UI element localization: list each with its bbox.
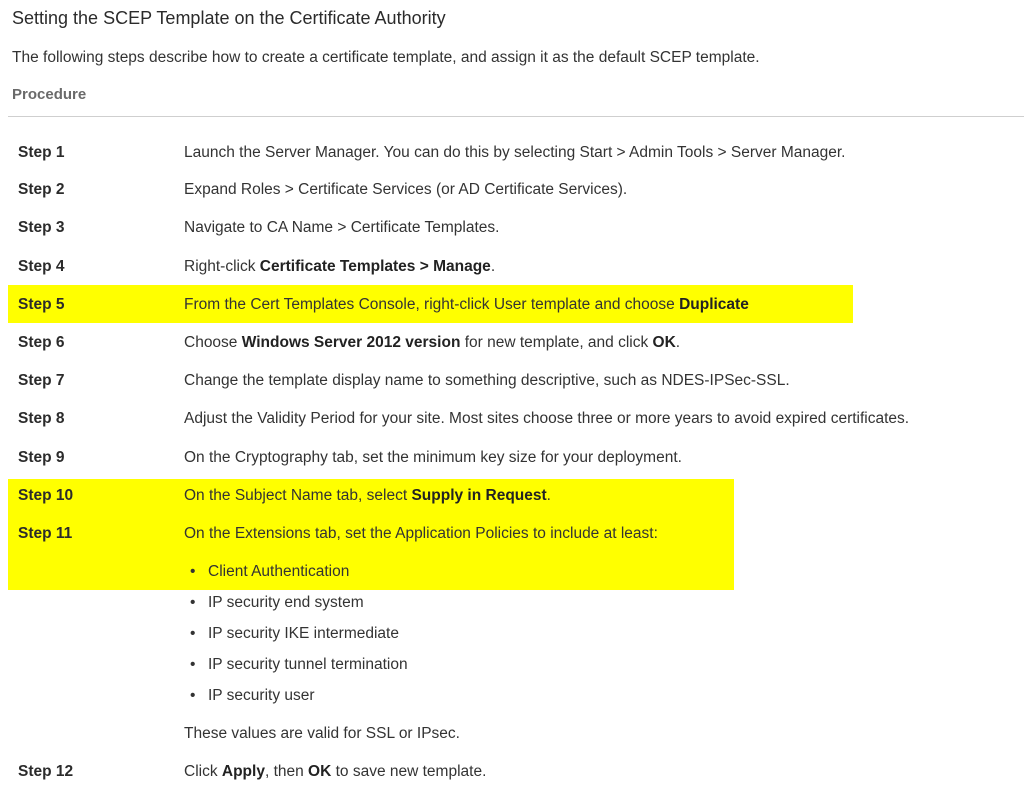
step-label: Step 9 <box>18 449 65 466</box>
procedure-heading: Procedure <box>12 86 87 103</box>
step-label: Step 7 <box>18 372 65 389</box>
step-note: These values are valid for SSL or IPsec. <box>184 725 460 742</box>
intro-text: The following steps describe how to create a certificate template, and assign it as the default SCEP template. <box>12 49 760 66</box>
list-item: • IP security user <box>190 687 315 704</box>
step-text: Adjust the Validity Period for your site. Most sites choose three or more years to avoid expired certificates. <box>184 410 910 427</box>
step-label: Step 1 <box>18 144 65 161</box>
step-label: Step 6 <box>18 334 65 351</box>
list-item: • IP security tunnel termination <box>190 656 408 673</box>
list-item: • IP security end system <box>190 594 364 611</box>
step-label: Step 12 <box>18 763 74 780</box>
step-label: Step 10 <box>18 487 74 504</box>
step-text: Expand Roles > Certificate Services (or AD Certificate Services). <box>184 181 628 198</box>
step-label: Step 8 <box>18 410 65 427</box>
step-text: Launch the Server Manager. You can do this by selecting Start > Admin Tools > Server Manager. <box>184 144 846 161</box>
step-label: Step 11 <box>18 525 73 542</box>
step-text: On the Extensions tab, set the Application Policies to include at least: <box>184 525 658 542</box>
list-item: • IP security IKE intermediate <box>190 625 399 642</box>
step-text: Change the template display name to something descriptive, such as NDES-IPSec-SSL. <box>184 372 790 389</box>
step-label: Step 5 <box>18 296 65 313</box>
step-text: Choose Windows Server 2012 version for new template, and click OK. <box>184 334 681 351</box>
divider <box>8 116 1024 117</box>
step-text: On the Subject Name tab, select Supply in Request. <box>184 487 551 504</box>
step-text: Navigate to CA Name > Certificate Templates. <box>184 219 500 236</box>
step-label: Step 2 <box>18 181 65 198</box>
page-title: Setting the SCEP Template on the Certificate Authority <box>12 8 446 28</box>
step-text: Click Apply, then OK to save new template. <box>184 763 487 780</box>
step-text: From the Cert Templates Console, right-click User template and choose Duplicate <box>184 296 749 313</box>
step-label: Step 4 <box>18 258 65 275</box>
list-item: • Client Authentication <box>190 563 350 580</box>
step-text: Right-click Certificate Templates > Manage. <box>184 258 496 275</box>
step-label: Step 3 <box>18 219 65 236</box>
step-text: On the Cryptography tab, set the minimum key size for your deployment. <box>184 449 682 466</box>
